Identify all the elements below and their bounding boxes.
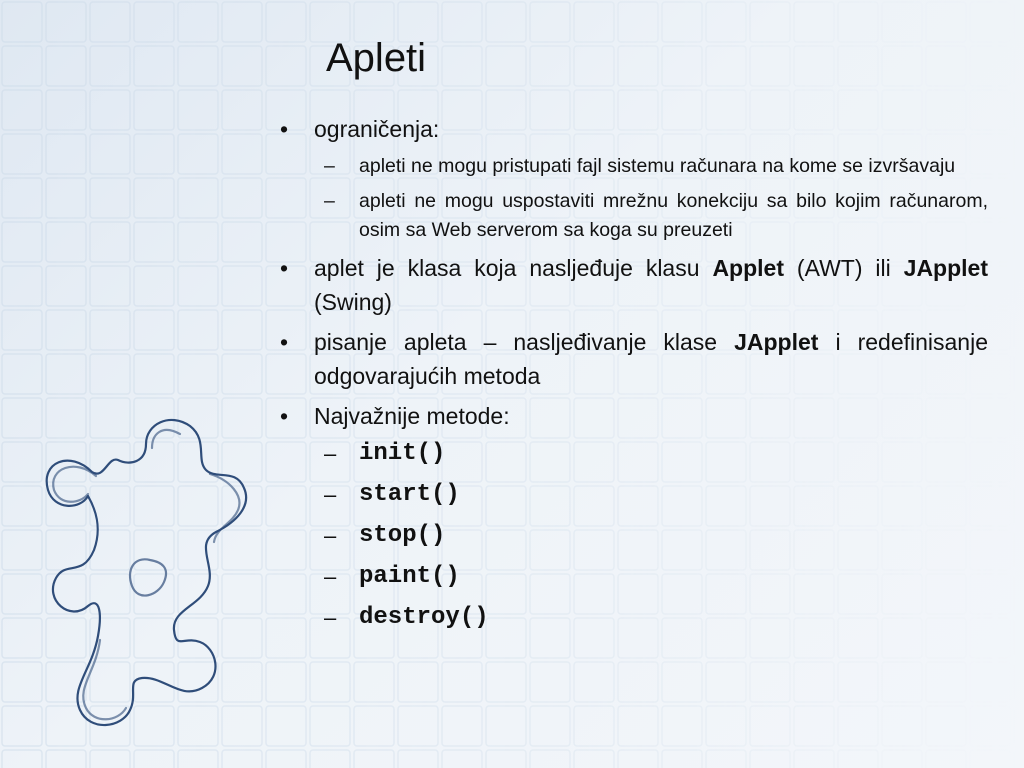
puzzle-piece-icon xyxy=(30,410,260,750)
bullet-icon: • xyxy=(280,329,289,355)
dash-icon: – xyxy=(324,482,337,507)
bullet-icon: • xyxy=(280,116,289,142)
bullet-text: ograničenja: xyxy=(314,116,440,142)
bullet-icon: • xyxy=(280,255,289,281)
dash-icon: – xyxy=(324,523,337,548)
dash-icon: – xyxy=(324,441,337,466)
method-item-paint xyxy=(280,556,988,597)
bullet-text-part: (Swing) xyxy=(314,289,392,315)
dash-icon: – xyxy=(324,155,335,177)
slide-content xyxy=(280,112,988,638)
bullet-text-bold: Applet xyxy=(712,255,784,281)
bullet-text-part: (AWT) ili xyxy=(784,255,904,281)
bullet-item-applet-class xyxy=(280,251,988,319)
bullet-text-part: i redefinisanje odgovarajućih metoda xyxy=(314,329,988,389)
dash-icon: – xyxy=(324,190,335,212)
sub-item-text: apleti ne mogu uspostaviti mrežnu konekciju sa bilo kojim računarom, osim sa Web serverom sa koga su preuzeti xyxy=(359,190,988,241)
bullet-text-part: aplet je klasa koja nasljeđuje klasu xyxy=(314,255,713,281)
method-name: init() xyxy=(359,440,446,467)
bullet-text-part: pisanje apleta – nasljeđivanje klase xyxy=(314,329,735,355)
sub-item-text: apleti ne mogu pristupati fajl sistemu računara na kome se izvršavaju xyxy=(359,155,956,177)
sub-item-filesystem xyxy=(280,152,988,181)
bullet-item-writing-applets xyxy=(280,325,988,393)
slide-title: Apleti xyxy=(326,36,427,80)
method-name: destroy() xyxy=(359,604,489,631)
bullet-icon: • xyxy=(280,403,289,429)
method-item-stop xyxy=(280,515,988,556)
dash-icon: – xyxy=(324,564,337,589)
bullet-item-restrictions xyxy=(280,112,988,146)
method-item-init xyxy=(280,433,988,474)
bullet-text-bold: JApplet xyxy=(903,255,988,281)
method-name: start() xyxy=(359,481,460,508)
bullet-text-bold: JApplet xyxy=(734,329,819,355)
sub-item-network xyxy=(280,187,988,245)
method-item-destroy xyxy=(280,597,988,638)
method-name: stop() xyxy=(359,522,446,549)
dash-icon: – xyxy=(324,605,337,630)
bullet-item-methods xyxy=(280,399,988,433)
bullet-text: Najvažnije metode: xyxy=(314,403,510,429)
method-item-start xyxy=(280,474,988,515)
method-name: paint() xyxy=(359,563,460,590)
